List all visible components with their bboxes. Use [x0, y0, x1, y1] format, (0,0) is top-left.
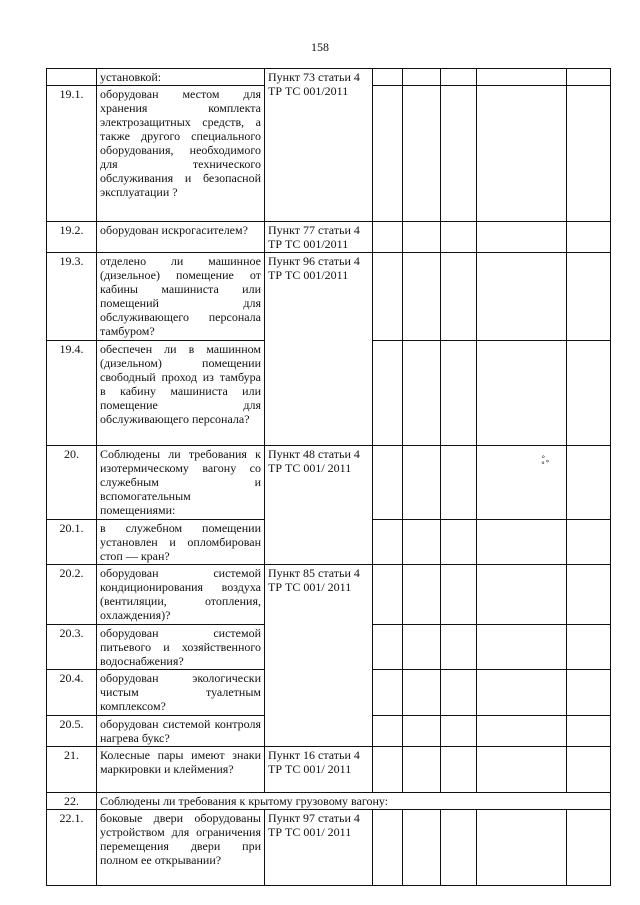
check-cell [567, 446, 611, 520]
row-description: оборудован экологически чистым туалетным комплексом? [97, 670, 265, 716]
check-cell [373, 520, 403, 565]
row-number: 22. [47, 793, 97, 810]
row-description: оборудован системой питьевого и хозяйственного водоснабжения? [97, 625, 265, 670]
check-cell [567, 716, 611, 747]
check-cell [441, 86, 477, 222]
check-cell [441, 810, 477, 886]
row-number: 20.4. [47, 670, 97, 716]
row-number: 19.3. [47, 253, 97, 341]
check-cell [373, 670, 403, 716]
check-cell [477, 810, 567, 886]
row-description: установкой: [97, 69, 265, 86]
check-cell [403, 565, 441, 625]
check-cell [373, 341, 403, 446]
check-cell [477, 222, 567, 253]
row-description: отделено ли машинное (дизельное) помещение от кабины машиниста или помещений для обслуживающего персонала тамбуром? [97, 253, 265, 341]
check-cell [477, 86, 567, 222]
check-cell [403, 341, 441, 446]
check-cell [441, 565, 477, 625]
check-cell [403, 69, 441, 86]
check-cell [477, 253, 567, 341]
check-cell [373, 810, 403, 886]
check-cell [441, 253, 477, 341]
table-row [47, 446, 611, 520]
row-description: боковые двери оборудованы устройством для ограничения перемещения двери при полном ее открывании? [97, 810, 265, 886]
check-cell [373, 625, 403, 670]
row-number: 20.1. [47, 520, 97, 565]
row-number: 20.5. [47, 716, 97, 747]
row-number: 19.4. [47, 341, 97, 446]
table-row [47, 253, 611, 341]
table-row [47, 222, 611, 253]
check-cell [441, 670, 477, 716]
row-description: обеспечен ли в машинном (дизельном) помещении свободный проход из тамбура в кабину машиниста или помещение для обслуживающего персонала? [97, 341, 265, 446]
row-description: оборудован системой кондиционирования воздуха (вентиляции, отопления, охлаждения)? [97, 565, 265, 625]
check-cell [567, 565, 611, 625]
row-description: оборудован искрогасителем? [97, 222, 265, 253]
legal-reference: Пункт 73 статьи 4 ТР ТС 001/2011 [265, 69, 373, 222]
legal-reference: Пункт 16 статьи 4 ТР ТС 001/ 2011 [265, 747, 373, 793]
check-cell [567, 69, 611, 86]
check-cell [441, 69, 477, 86]
check-cell [373, 253, 403, 341]
row-description: оборудован системой контроля нагрева букс? [97, 716, 265, 747]
check-cell [567, 747, 611, 793]
check-cell [441, 747, 477, 793]
row-description: Соблюдены ли требования к крытому грузовому вагону: [97, 793, 611, 810]
row-number: 19.1. [47, 86, 97, 222]
check-cell [567, 86, 611, 222]
check-cell [441, 520, 477, 565]
row-description: в служебном помещении установлен и опломбирован стоп — кран? [97, 520, 265, 565]
checklist-table-wrapper [46, 68, 610, 886]
check-cell [477, 446, 567, 520]
checklist-table [46, 68, 611, 886]
check-cell [373, 565, 403, 625]
check-cell [441, 222, 477, 253]
row-number: 20.3. [47, 625, 97, 670]
table-row [47, 810, 611, 886]
check-cell [403, 253, 441, 341]
check-cell [403, 670, 441, 716]
check-cell [403, 222, 441, 253]
row-number: 21. [47, 747, 97, 793]
legal-reference: Пункт 96 статьи 4 ТР ТС 001/2011 [265, 253, 373, 446]
check-cell [373, 747, 403, 793]
check-cell [567, 520, 611, 565]
check-cell [567, 253, 611, 341]
row-number: 22.1. [47, 810, 97, 886]
check-cell [441, 625, 477, 670]
check-cell [567, 341, 611, 446]
legal-reference: Пункт 77 статьи 4 ТР ТС 001/2011 [265, 222, 373, 253]
check-cell [403, 520, 441, 565]
check-cell [567, 222, 611, 253]
check-cell [477, 520, 567, 565]
check-cell [373, 446, 403, 520]
table-row [47, 793, 611, 810]
check-cell [403, 446, 441, 520]
check-cell [477, 69, 567, 86]
legal-reference: Пункт 97 статьи 4 ТР ТС 001/ 2011 [265, 810, 373, 886]
row-number: 20.2. [47, 565, 97, 625]
row-number: 19.2. [47, 222, 97, 253]
check-cell [403, 625, 441, 670]
check-cell [441, 716, 477, 747]
check-cell [567, 670, 611, 716]
check-cell [403, 716, 441, 747]
check-cell [441, 341, 477, 446]
page-number: 158 [311, 40, 329, 54]
legal-reference: Пункт 85 статьи 4 ТР ТС 001/ 2011 [265, 565, 373, 747]
check-cell [567, 810, 611, 886]
check-cell [477, 716, 567, 747]
table-row [47, 69, 611, 86]
legal-reference: Пункт 48 статьи 4 ТР ТС 001/ 2011 [265, 446, 373, 565]
check-cell [373, 86, 403, 222]
row-description: Колесные пары имеют знаки маркировки и клеймения? [97, 747, 265, 793]
check-cell [477, 625, 567, 670]
check-cell [373, 716, 403, 747]
check-cell [477, 341, 567, 446]
handwritten-mark: ஃ [539, 454, 551, 468]
table-row [47, 565, 611, 625]
check-cell [477, 565, 567, 625]
check-cell [373, 222, 403, 253]
table-row [47, 747, 611, 793]
check-cell [403, 810, 441, 886]
check-cell [567, 625, 611, 670]
row-description: оборудован местом для хранения комплекта электрозащитных средств, а также другого специального оборудования, необходимого для технического обслуживания и безопасной эксплуатации ? [97, 86, 265, 222]
row-number: 20. [47, 446, 97, 520]
row-number [47, 69, 97, 86]
check-cell [477, 670, 567, 716]
check-cell [477, 747, 567, 793]
check-cell [403, 747, 441, 793]
row-description: Соблюдены ли требования к изотермическому вагону со служебным и вспомогательным помещениями: [97, 446, 265, 520]
check-cell [403, 86, 441, 222]
check-cell [373, 69, 403, 86]
check-cell [441, 446, 477, 520]
